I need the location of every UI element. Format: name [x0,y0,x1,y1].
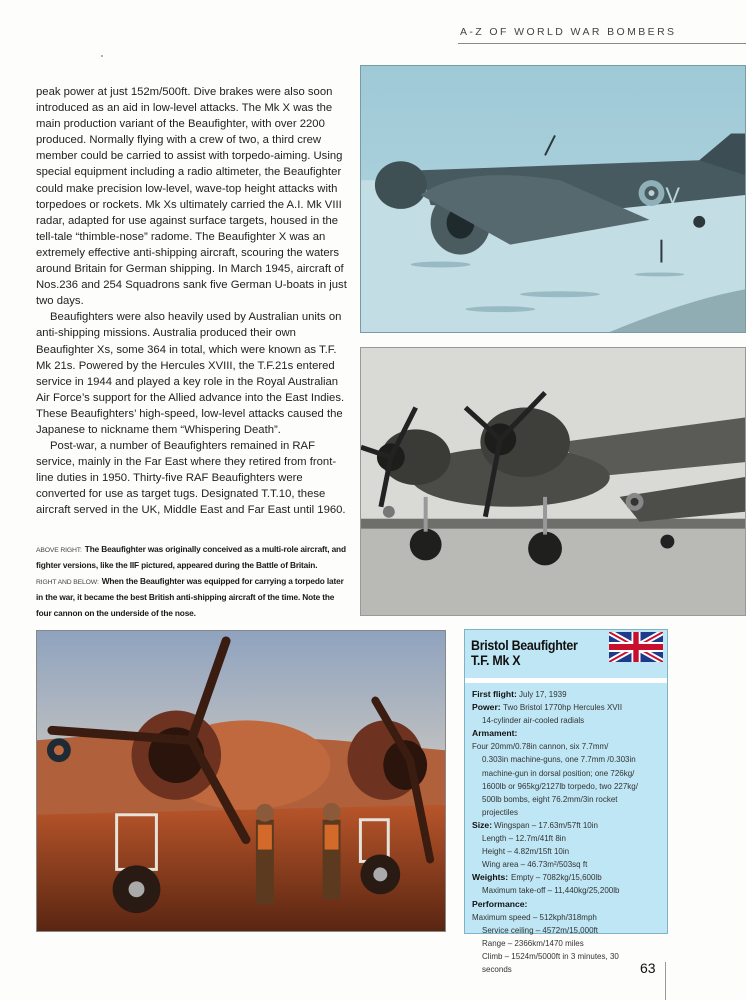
spec-key: Size: [472,819,493,830]
spec-key: Armament: [472,728,518,739]
body-text [36,84,348,519]
print-speck [101,55,103,57]
spec-value: Four 20mm/0.78in cannon, six 7.7mm/ [472,741,609,752]
spec-row-cont [472,767,661,780]
paragraph: peak power at just 152m/500ft. Dive brakes were also soon introduced as an aid in low-level attacks. The Mk X was the main production variant of the Beaufighter, with over 2200 produced. Normally flying with a crew of two, a third crew member could be carried to assist with torpedo-aiming. Using special equipment including a radio altimeter, the Beaufighter could make precision low-level, wave-top height attacks with torpedoes or rockets. Mk Xs ultimately carried the A.I. Mk VIII radar, adapted for use against surface targets, housed in the tell-tale “thimble-nose” radome. The Beaufighter X was an extremely effective anti-shipping aircraft, scouring the waters around Britain for German shipping. In March 1945, aircraft of Nos.236 and 254 Squadrons sank five German U-boats in just two days. [36,86,347,308]
caption-right-and-below [36,574,348,621]
spec-row-cont [472,884,661,897]
spec-value: Height – 4.82m/15ft 10in [482,846,570,857]
caption-label: ABOVE RIGHT: [36,547,82,554]
spec-key: Power: [472,702,501,713]
spec-title-line1: Bristol Beaufighter [471,638,578,653]
spec-value: 500lb bombs, eight 76.2mm/3in rocket projectiles [482,793,618,817]
spec-row-cont [472,753,661,766]
photo-beaufighter-crew [36,630,446,932]
spec-value: machine-gun in dorsal position; one 726kg/ [482,767,635,778]
spec-row-cont [472,924,661,937]
spec-row-weights [472,871,661,884]
spec-value: 1600lb or 965kg/2127lb torpedo, two 227kg/ [482,780,638,791]
spec-key: First flight: [472,689,517,699]
spec-value: Empty – 7082kg/15,600lb [510,872,602,883]
spec-row-cont [472,793,661,819]
specification-box [464,629,668,974]
caption-text: When the Beaufighter was equipped for carrying a torpedo later in the war, it became the best British anti-shipping aircraft of the time. Note the four cannon on the underside of the nose. [36,575,344,618]
spec-value: Service ceiling – 4572m/15,000ft [482,924,598,935]
photo-beaufighter-snow [360,65,746,333]
spec-value: Maximum speed – 512kph/318mph [472,911,597,922]
svg-text:V: V [665,182,681,208]
caption-text: The Beaufighter was originally conceived as a multi-role aircraft, and fighter versions, like the IIF pictured, appeared during the Battle of Britain. [36,544,346,571]
spec-value: Length – 12.7m/41ft 8in [482,833,566,844]
caption-label: RIGHT AND BELOW: [36,578,99,586]
spec-header [465,630,667,678]
spec-row-cont [472,832,661,845]
spec-value: Maximum take-off – 11,440kg/25,200lb [482,885,620,896]
spec-row-performance [472,898,661,924]
spec-value: Two Bristol 1770hp Hercules XVII [503,702,623,713]
spec-value: July 17, 1939 [519,689,567,699]
spec-value: Wingspan – 17.63m/57ft 10in [494,819,599,830]
paragraph: Post-war, a number of Beaufighters remained in RAF service, mainly in the Far East where they retired from front-line duties in 1950. Thirty-five RAF Beaufighters were converted for use as target tugs. Designated T.T.10, these aircraft served in the UK, Middle East and Far East until 1960. [36,440,346,517]
spec-row-armament [472,727,661,753]
spec-row-cont [472,780,661,793]
spec-body [465,683,667,976]
running-head: A-Z OF WORLD WAR BOMBERS [458,26,746,44]
spec-key: Weights: [472,872,509,883]
spec-row-size [472,819,661,832]
spec-value: Range – 2366km/1470 miles [482,937,584,948]
page-number: 63 [640,960,656,976]
photo-beaufighter-runway [360,347,746,616]
spec-value: 0.303in machine-guns, one 7.7mm /0.303in [482,754,636,765]
photo-captions [36,542,348,621]
spec-value: Climb – 1524m/5000ft in 3 minutes, 30 seconds [482,950,619,974]
spec-row-first-flight [472,688,661,701]
page-number-rule [665,962,666,1000]
spec-row-cont [472,714,661,727]
spec-row-cont [472,937,661,950]
spec-row-power [472,701,661,714]
paragraph: Beaufighters were also heavily used by Australian units on anti-shipping missions. Australia produced their own Beaufighter Xs, some 364 in total, which were known as T.F. Mk 21s. Powered by the Hercules XVIII, the T.F.21s entered service in 1944 and played a key role in the Royal Australian Air Force’s support for the Allied advance into the East Indies. These Beaufighters’ high-speed, low-level attacks caused the Japanese to nickname them “Whispering Death”. [36,311,345,436]
caption-above-right [36,542,348,574]
spec-title-line2: T.F. Mk X [471,653,521,668]
spec-row-cont [472,950,661,976]
spec-key: Performance: [472,898,528,909]
spec-value: Wing area – 46.73m²/503sq ft [482,859,588,870]
union-jack-flag-icon [609,632,663,662]
spec-row-cont [472,858,661,871]
spec-value: 14-cylinder air-cooled radials [482,715,585,726]
spec-row-cont [472,845,661,858]
